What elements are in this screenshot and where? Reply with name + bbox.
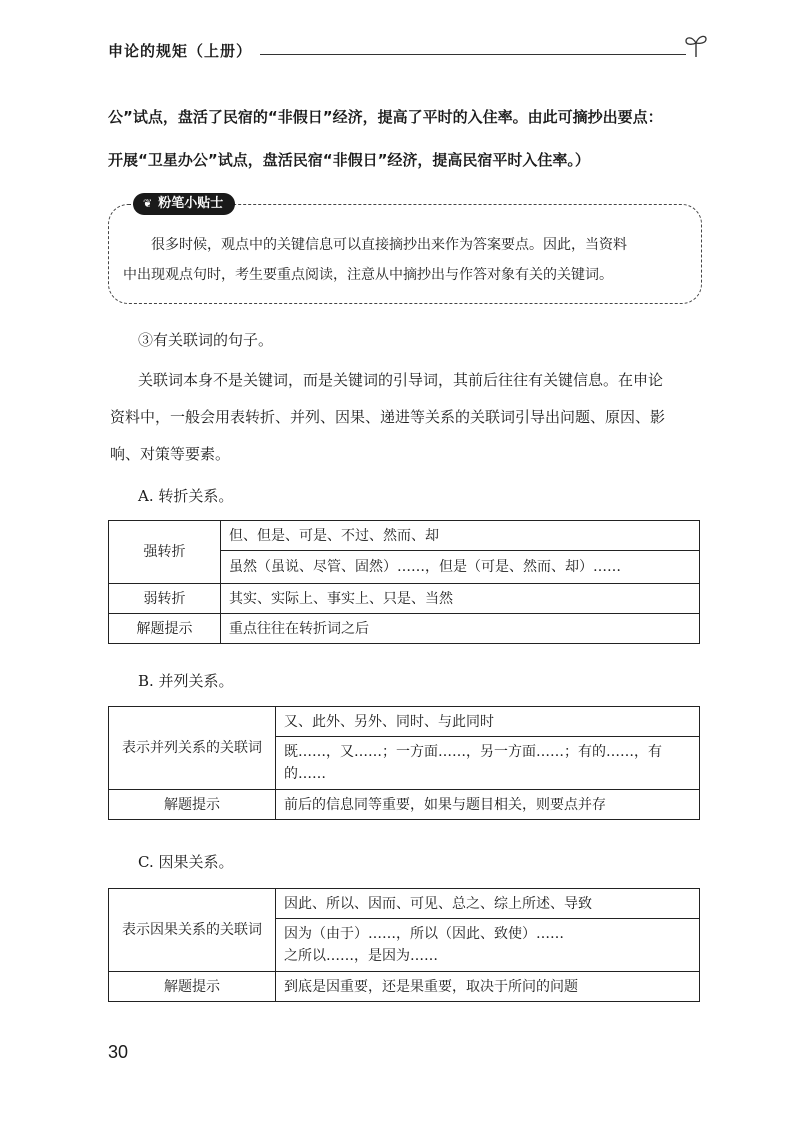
sprout-icon: [684, 32, 708, 58]
table-row-header: 解题提示: [109, 972, 276, 1002]
body-paragraph-line-1: 关联词本身不是关键词，而是关键词的引导词，其前后往往有关键信息。在申论: [138, 371, 664, 389]
body-paragraph-line-3: 响、对策等要素。: [110, 445, 231, 463]
table-row: [109, 790, 700, 820]
body-paragraph-line-2: 资料中，一般会用表转折、并列、因果、递进等关系的关联词引导出问题、原因、影: [110, 408, 666, 426]
table-cell: 又、此外、另外、同时、与此同时: [276, 707, 700, 737]
table-c: [108, 888, 700, 1002]
table-cell: [276, 919, 700, 972]
table-cell: 但、但是、可是、不过、然而、却: [221, 521, 700, 551]
section-c-label: C. 因果关系。: [138, 853, 234, 871]
header-title: 申论的规矩（上册）: [108, 42, 253, 60]
table-row-header: 表示并列关系的关联词: [109, 707, 276, 790]
table-cell: [276, 737, 700, 790]
table-cell: 其实、实际上、事实上、只是、当然: [221, 584, 700, 614]
table-cell: 重点往往在转折词之后: [221, 614, 700, 644]
table-row: [109, 889, 700, 919]
table-row: [109, 972, 700, 1002]
table-row-header: 强转折: [109, 521, 221, 584]
tips-line-2: 中出现观点句时，考生要重点阅读，注意从中摘抄出与作答对象有关的关键词。: [123, 267, 613, 283]
table-row: [109, 521, 700, 551]
table-row-header: 解题提示: [109, 790, 276, 820]
table-cell-line: 既……，又……；一方面……，另一方面……；有的……，有: [284, 744, 662, 760]
tips-badge: [133, 193, 235, 215]
top-paragraph-line-1: 公”试点，盘活了民宿的“非假日”经济，提高了平时的入住率。由此可摘抄出要点：: [108, 108, 663, 126]
table-b: [108, 706, 700, 820]
table-cell-line: 之所以……，是因为……: [284, 948, 438, 964]
section-a-label: A. 转折关系。: [138, 487, 234, 505]
page-header: [108, 40, 708, 70]
table-cell: 前后的信息同等重要，如果与题目相关，则要点并存: [276, 790, 700, 820]
table-row: [109, 614, 700, 644]
table-cell-line: 因为（由于）……，所以（因此、致使）……: [284, 926, 564, 942]
subheading: ③有关联词的句子。: [138, 331, 274, 349]
tips-badge-label: 粉笔小贴士: [158, 196, 224, 211]
table-cell: 因此、所以、因而、可见、总之、综上所述、导致: [276, 889, 700, 919]
table-row-header: 弱转折: [109, 584, 221, 614]
tips-box: [108, 196, 702, 304]
header-rule: [260, 54, 686, 55]
sprout-icon: ❦: [143, 197, 153, 210]
table-row: [109, 584, 700, 614]
table-row-header: 表示因果关系的关联词: [109, 889, 276, 972]
table-cell: 到底是因重要，还是果重要，取决于所问的问题: [276, 972, 700, 1002]
table-a: [108, 520, 700, 644]
tips-line-1: 很多时候，观点中的关键信息可以直接摘抄出来作为答案要点。因此，当资料: [151, 237, 627, 253]
table-row-header: 解题提示: [109, 614, 221, 644]
top-paragraph-line-2: 开展“卫星办公”试点，盘活民宿“非假日”经济，提高民宿平时入住率。）: [108, 151, 590, 169]
table-cell-line: 的……: [284, 766, 326, 782]
table-cell: 虽然（虽说、尽管、固然）……，但是（可是、然而、却）……: [221, 551, 700, 584]
table-row: [109, 707, 700, 737]
page-number: 30: [108, 1042, 129, 1062]
section-b-label: B. 并列关系。: [138, 672, 234, 690]
